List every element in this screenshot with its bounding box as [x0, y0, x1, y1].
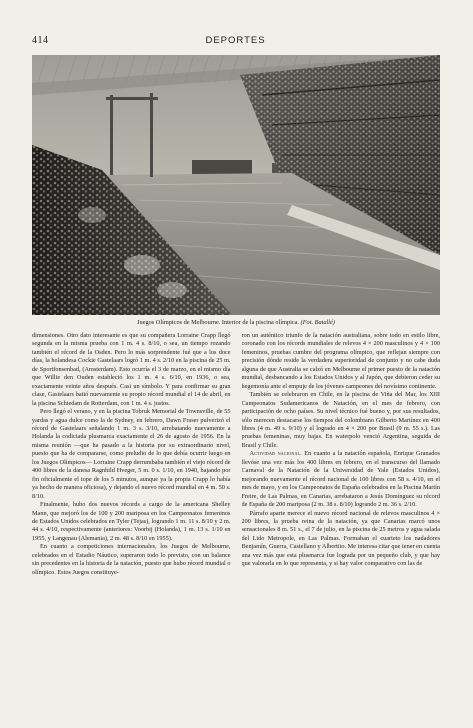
paragraph: También se celebraron en Chile, en la piscina de Viña del Mar, los XIII Campeonatos Sudamericanos de Natación, en el mes de febrero, con participación de ocho países. Su nivel técnico fué bueno y, por sus resultados, sólo merecen destacarse los tiempos del colombiano Gilberto Martínez en 400 libres (4 m. 49 s. 9/10) y el logrado en 4 × 200 por Brasil (9 m. 55 s.). Las pruebas femeninas, muy bajas. En waterpolo venció Argentina, seguida de Brasil y Chile.	[241, 391, 440, 449]
caption-prefix: Juegos Olímpicos de Melbourne.	[137, 319, 222, 326]
paragraph-text: En cuanto a la natación española, Enrique Granados llevóse una vez más los 400 libres en febrero, en el transcurso del llamado Carnaval de la Natación de la Universidad de Yale (Estados Unidos), mejorando nuevamente el récord nacional de 100 libres con 58 s. 4/10, en el mes de mayo, y en los Campeonatos de España celebrados en la Piscina Martín Freire, de Las Palmas, en Canarias, arrebataron a Jesús Domínguez su récord de España de 200 mariposa (2 m. 38 s. 8/10) logrando 2 m. 36 s. 2/10.	[241, 450, 440, 509]
caption-main: Interior de la piscina olímpica.	[221, 319, 301, 326]
left-column	[32, 332, 231, 722]
paragraph: Pero llegó el verano, y en la piscina Tobruk Memorial de Townsville, de 55 yardas y agua dulce como la de Sydney, en febrero, Dawn Fraser pulverizó el récord de Gastelaars señalando 1 m. 3 s. 3/10, arrebatando nuevamente a Holanda la codiciada plusmarca exactamente el 26 de agosto de 1956. En la misma reunión —que ha pasado a la historia por su extraordinario nivel, puesto que ha de compararse, como preludio de lo que debía ocurrir luego en los Juegos Olímpicos— Lorraine Crapp derrumbaba también el viejo récord de 400 libres de la danesa Ragnhild Hveger, 5 m. 0 s. 1/10, en 1940, bajando por fin oficialmente el tope de los 5 minutos, aunque ya la propia Crapp lo había ya hecho de manera oficiosa), y dejando el nuevo récord mundial en 4 m. 50 s. 8/10.	[32, 408, 231, 500]
paragraph: Finalmente, hubo dos nuevos récords a cargo de la americana Shelley Mann, que mejoró los de 100 y 200 mariposa en los Campeonatos femeninos de Estados Unidos celebrados en Tyler (Tejas), logrando 1 m. 11 s. 8/10 y 2 m. 44 s. 4/10, respectivamente (anteriores: Voorbij (Holanda), 1 m. 13 s. 1/10 en 1955, y Langenau (Alemania), 2 m. 48 s. 8/10 en 1955).	[32, 501, 231, 542]
page-number: 414	[32, 35, 49, 46]
paragraph: dimensiones. Otro dato interesante es que su compañera Lorraine Crapp llegó segunda en la misma prueba con 1 m. 4 s. 8/10, o sea, un tiempo rozando también el récord de la Osden. Pero lo más sorprendente fué que a los doce días, la holandesa Cockie Gastelaars logró 1 m. 4 s. 2/10 en la piscina de 25 m. de Sportfonsenbad, (Amsterdam). Esto ocurría el 3 de marzo, en el mismo día que Willie den Ouden estableció los 1 m. 4 s. 6/10, en 1936, o sea, exactamente veinte años después. Casi un símbolo. Y para confirmar su gran clase, Gastelaars batió nuevamente su propio récord mundial el 14 de abril, en la piscina Schiedam de Rotterdam, con 1 m. 4 s. justos.	[32, 332, 231, 407]
paragraph: En cuanto a competiciones internacionales, los Juegos de Melbourne, celebrados en el Estadio Náutico, superaron todo lo previsto, con un balance sin precedentes en la historia de la natación, puesto que hubo récord mundial o olímpico. Estos Juegos constituye-	[32, 543, 231, 576]
paragraph: ron un auténtico triunfo de la natación australiana, sobre todo en estilo libre, coronado con los récords mundiales de relevos 4 × 200 masculinos y 4 × 100 femeninos, pruebas cumbre del programa olímpico, que reflejan siempre con precisión dónde reside la verdadera superioridad de conjunto y no cabe duda alguna de que Australia se calzó en Melbourne el primer puesto de la natación mundial, desbancando a los Estados Unidos y al Japón, que debieron ceder su hegemonía ante el empuje de los jóvenes campeones del novísimo continente.	[241, 332, 440, 390]
right-column	[242, 332, 441, 722]
swimming-pool-photo	[32, 55, 440, 315]
article-body	[32, 332, 440, 722]
pool-interior-image	[32, 55, 440, 315]
paragraph	[242, 450, 441, 509]
caption-credit: (Fot. Batallé)	[300, 319, 335, 326]
paragraph: Párrafo aparte merece el nuevo récord nacional de relevos masculinos 4 × 200 libres, la prueba reina de la natación, ya que Canarias marcó unos sensacionales 8 m. 51 s., el 7 de julio, en la piscina de 25 metros y agua salada del Lido Metropole, en Las Palmas. Formaban el cuarteto los nadadores Benjamín, Guerra, Castellano y Albertito. Me interesa citar que tener en cuenta una vez más que esta plusmarca fue lograda por un pequeño club, y que hay que valorarla en lo que representa, y si hay valor comparativo con las de	[241, 509, 440, 568]
section-title: DEPORTES	[205, 35, 266, 46]
subheading-inline: Actividad nacional.	[249, 450, 302, 458]
photo-caption	[32, 319, 440, 327]
page-header	[32, 35, 439, 49]
